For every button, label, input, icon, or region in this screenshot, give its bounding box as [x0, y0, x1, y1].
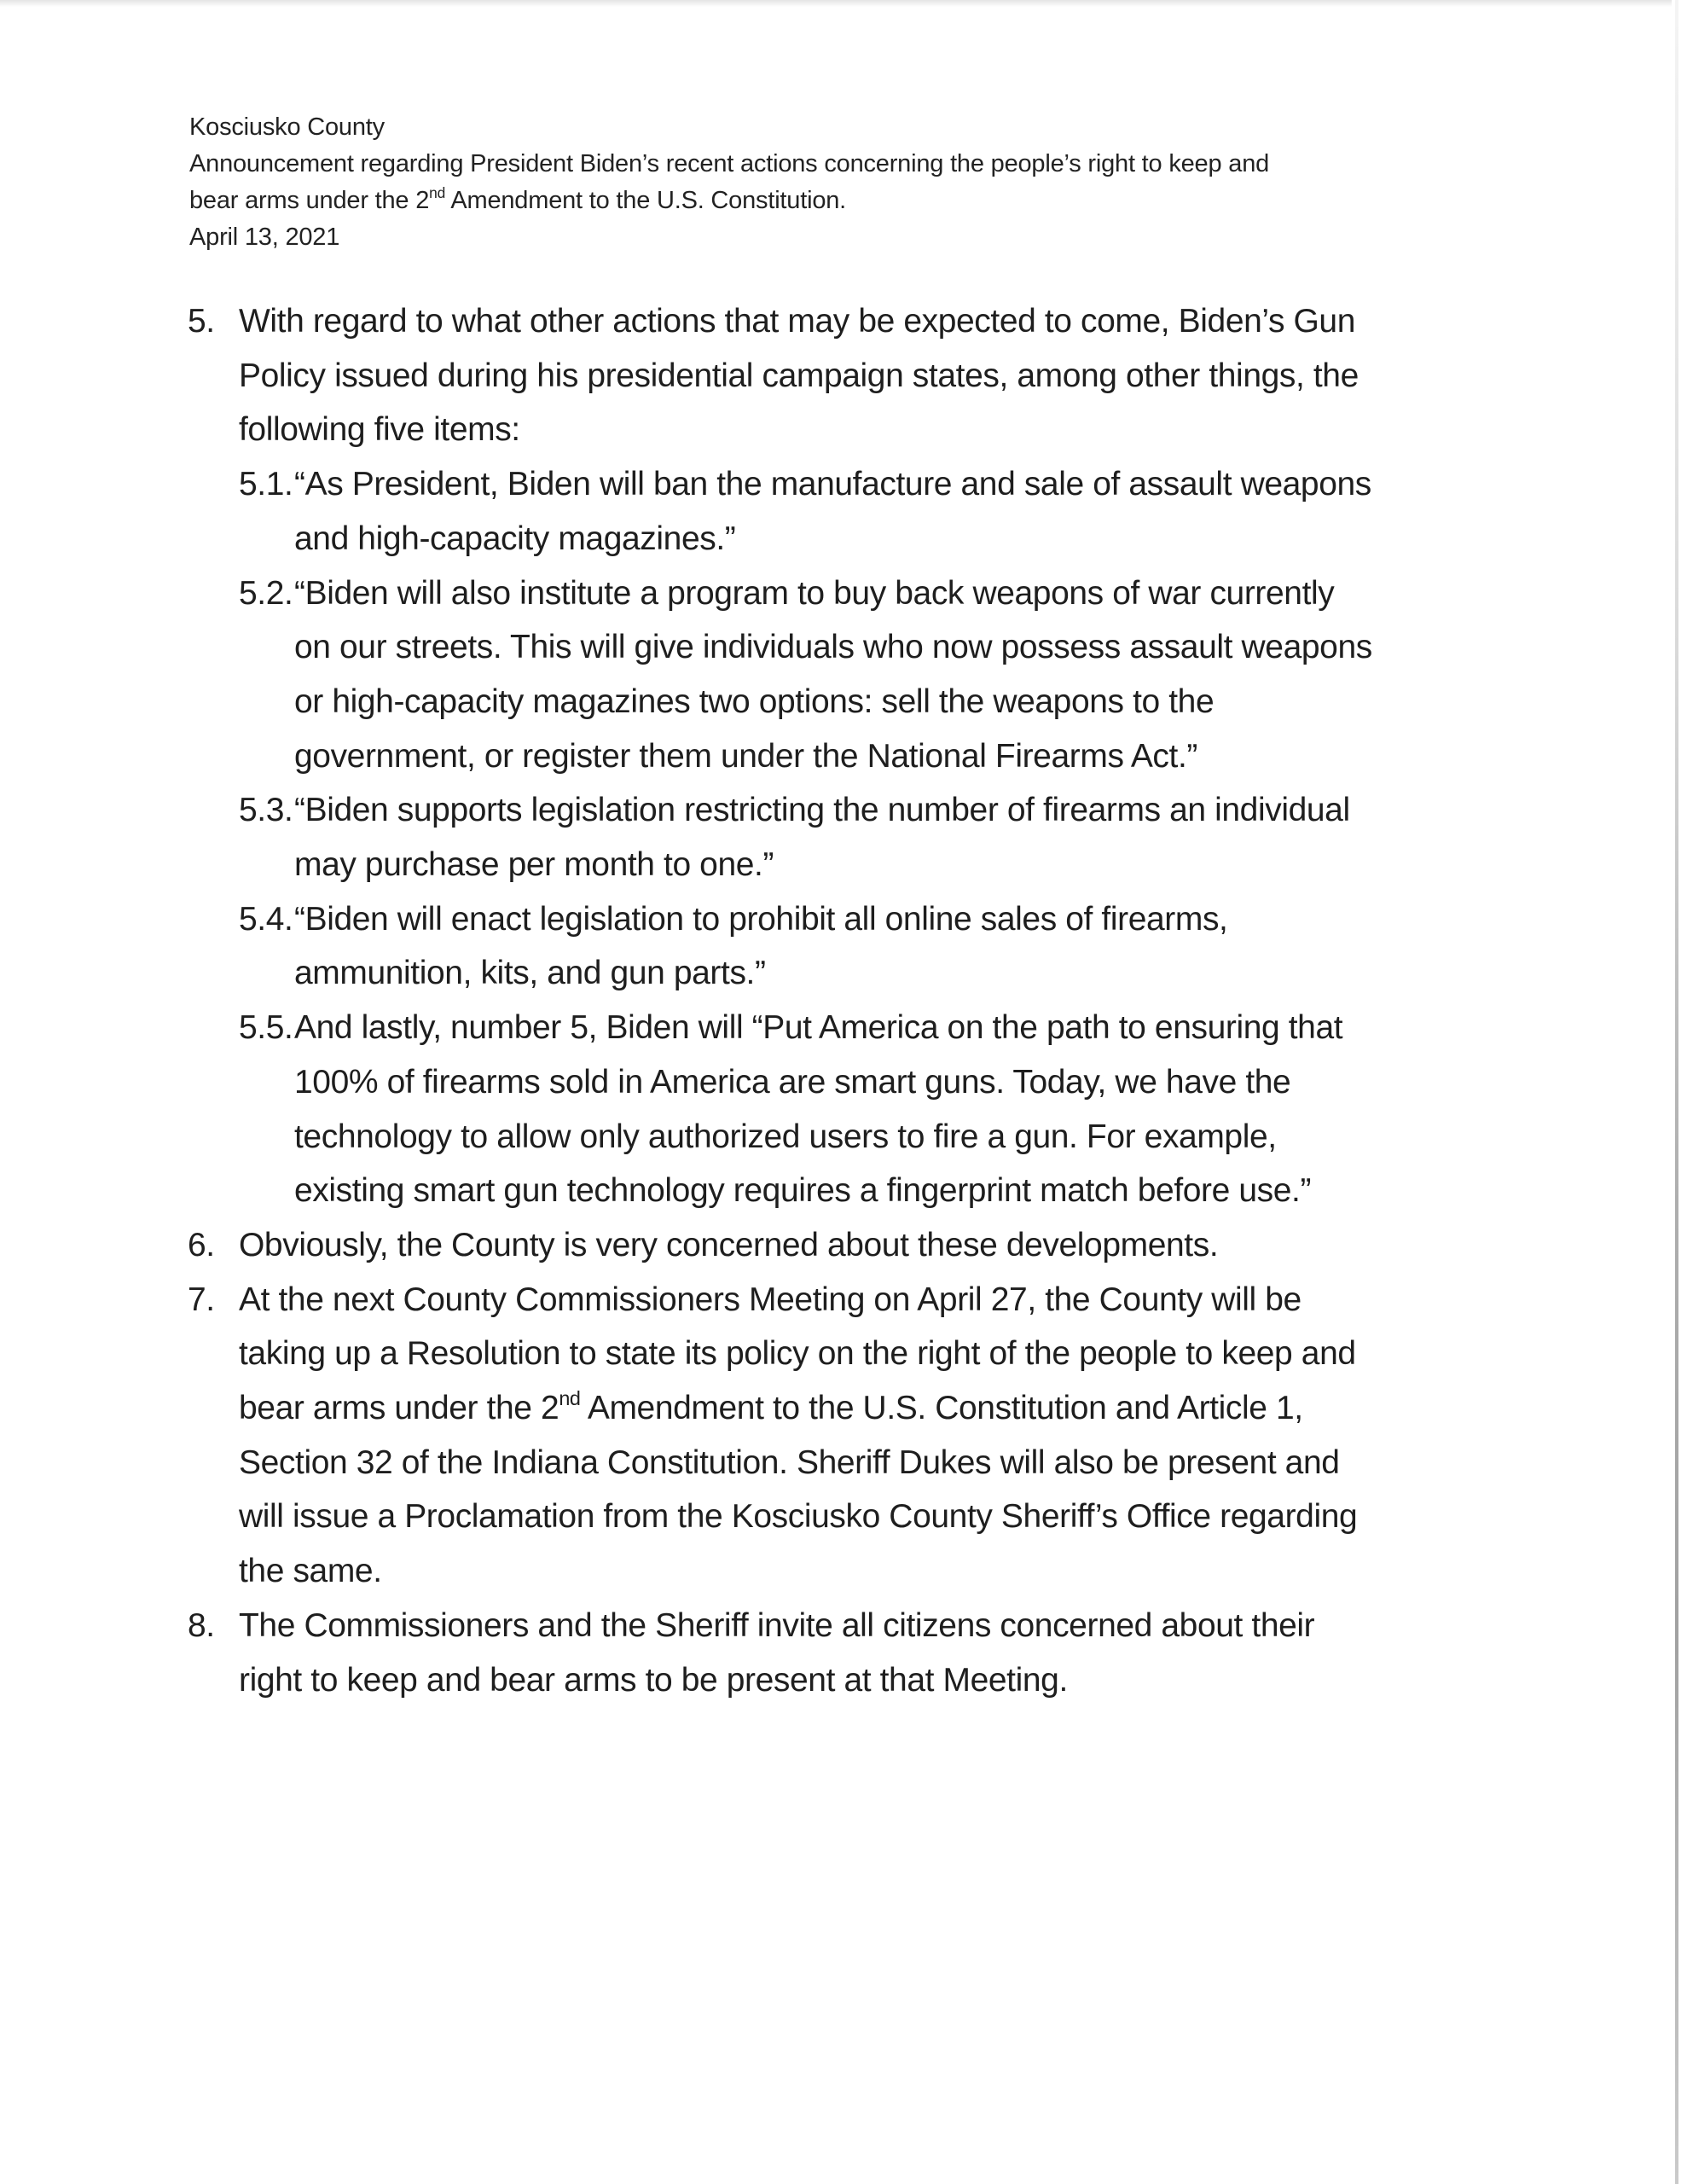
subitem-number: 5.4. — [239, 900, 293, 938]
subitem-text: “Biden supports legislation restricting the number of firearms an individual — [294, 792, 1350, 829]
list-subitem-5-4 — [188, 892, 1484, 1001]
item-text: The Commissioners and the Sheriff invite all citizens concerned about their — [239, 1606, 1315, 1644]
item-text: bear arms under the 2 — [239, 1390, 559, 1427]
item-text: taking up a Resolution to state its policy on the right of the people to keep and — [239, 1335, 1356, 1373]
subitem-text: or high-capacity magazines two options: sell the weapons to the — [294, 682, 1215, 720]
subitem-text: ammunition, kits, and gun parts.” — [294, 955, 766, 992]
subitem-text: “As President, Biden will ban the manufacture and sale of assault weapons — [294, 466, 1371, 503]
subitem-text: and high-capacity magazines.” — [294, 520, 736, 557]
scan-edge-top — [0, 0, 1672, 7]
item-text: With regard to what other actions that may be expected to come, Biden’s Gun — [239, 303, 1356, 340]
document-header — [189, 109, 1269, 256]
subitem-number: 5.5. — [239, 1009, 293, 1047]
county-name: Kosciusko County — [189, 113, 385, 141]
item-text: will issue a Proclamation from the Kosciusko County Sheriff’s Office regarding — [239, 1498, 1358, 1536]
announcement-title-line1: Announcement regarding President Biden’s recent actions concerning the people’s right to keep and — [189, 150, 1270, 177]
list-subitem-5-2 — [188, 566, 1484, 784]
document-date: April 13, 2021 — [189, 224, 340, 251]
subitem-text: And lastly, number 5, Biden will “Put America on the path to ensuring that — [294, 1009, 1343, 1047]
item-text: Amendment to the U.S. Constitution and Article 1, — [580, 1390, 1303, 1427]
list-subitem-5-3 — [188, 783, 1484, 892]
list-subitem-5-5 — [188, 1001, 1484, 1218]
subitem-text: technology to allow only authorized users to fire a gun. For example, — [294, 1118, 1277, 1155]
subitem-text: existing smart gun technology requires a fingerprint match before use.” — [294, 1172, 1312, 1210]
item-number: 5. — [188, 303, 215, 340]
item-text: At the next County Commissioners Meeting on April 27, the County will be — [239, 1281, 1301, 1318]
subitem-text: on our streets. This will give individuals who now possess assault weapons — [294, 629, 1372, 666]
item-number: 8. — [188, 1606, 215, 1644]
subitem-text: government, or register them under the National Firearms Act.” — [294, 737, 1197, 775]
subitem-text: “Biden will enact legislation to prohibit all online sales of firearms, — [294, 900, 1228, 938]
list-item-6 — [188, 1218, 1484, 1273]
item-text: Obviously, the County is very concerned about these developments. — [239, 1226, 1219, 1263]
item-text — [239, 1381, 1484, 1436]
item-text: right to keep and bear arms to be present at that Meeting. — [239, 1661, 1068, 1699]
item-text: Policy issued during his presidential campaign states, among other things, the — [239, 357, 1359, 394]
title-text: bear arms under the 2 — [189, 187, 430, 214]
item-number: 6. — [188, 1226, 215, 1263]
subitem-text: 100% of firearms sold in America are smart guns. Today, we have the — [294, 1063, 1291, 1101]
subitem-number: 5.1. — [239, 466, 293, 503]
item-text: Section 32 of the Indiana Constitution. Sheriff Dukes will also be present and — [239, 1443, 1340, 1481]
item-number: 7. — [188, 1281, 215, 1318]
scan-edge-right — [1675, 0, 1678, 2184]
subitem-number: 5.2. — [239, 574, 293, 612]
document-body — [188, 294, 1484, 1707]
ordinal-suffix: nd — [429, 183, 446, 201]
list-item-5 — [188, 294, 1484, 457]
item-text: the same. — [239, 1553, 382, 1590]
list-item-8 — [188, 1599, 1484, 1707]
list-subitem-5-1 — [188, 457, 1484, 566]
ordinal-suffix: nd — [559, 1386, 581, 1409]
item-text: following five items: — [239, 411, 520, 449]
subitem-text: “Biden will also institute a program to buy back weapons of war currently — [294, 574, 1335, 612]
announcement-title-line2 — [189, 183, 1269, 219]
subitem-number: 5.3. — [239, 792, 293, 829]
subitem-text: may purchase per month to one.” — [294, 846, 774, 884]
list-item-7 — [188, 1273, 1484, 1599]
title-text: Amendment to the U.S. Constitution. — [445, 187, 847, 214]
